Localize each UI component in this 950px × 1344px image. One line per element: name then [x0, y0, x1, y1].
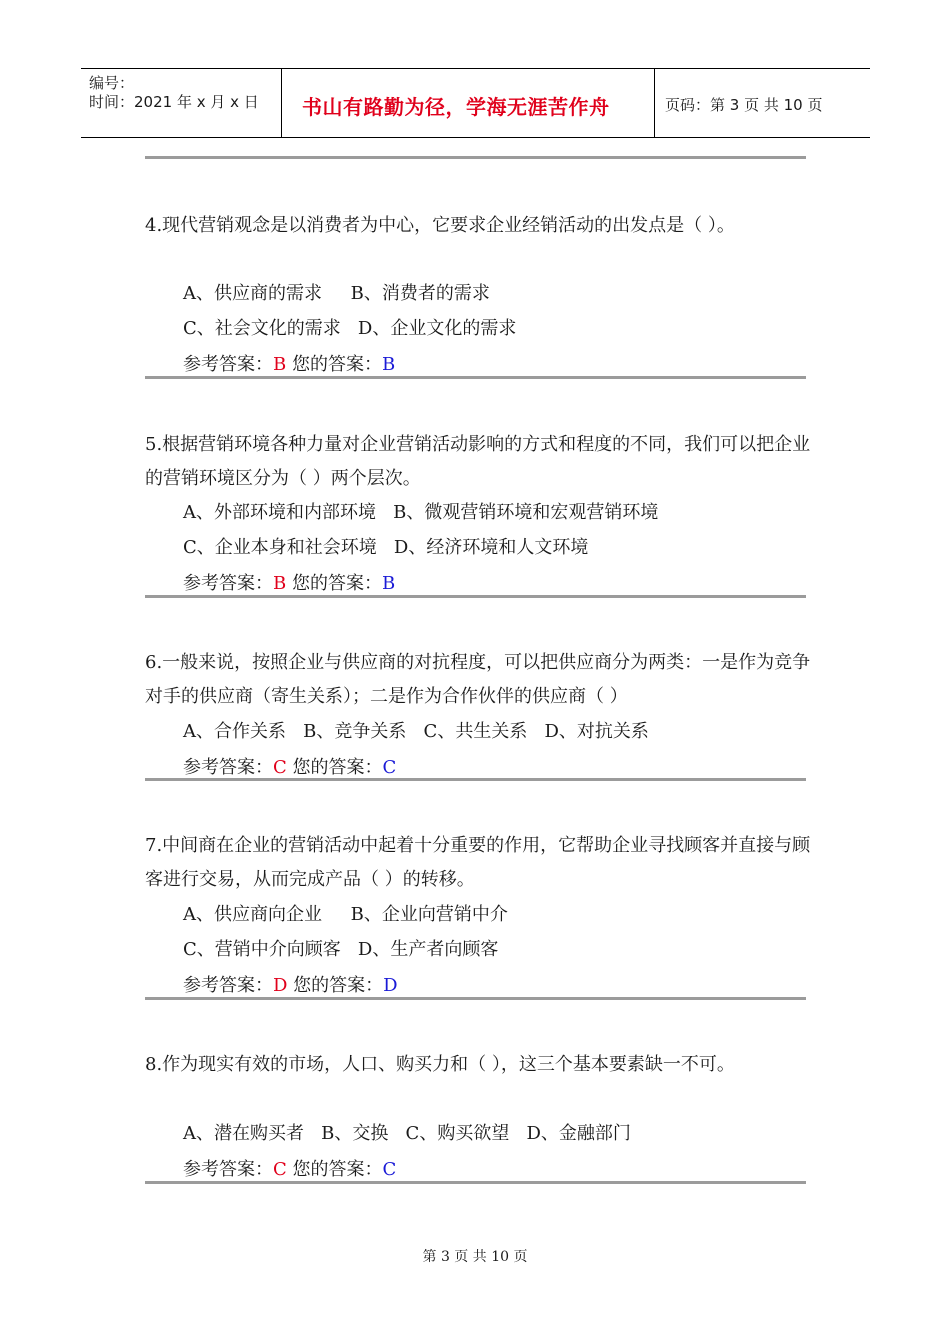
your-answer: D [383, 975, 398, 996]
page-footer: 第 3 页 共 10 页 [422, 1249, 528, 1265]
document-number-label: 编号： [89, 74, 135, 92]
options-line: A、外部环境和内部环境 B、微观营销环境和宏观营销环境 [183, 502, 659, 523]
your-answer-label: 您的答案： [286, 573, 382, 594]
question-text-4: 4.现代营销观念是以消费者为中心，它要求企业经销活动的出发点是（ ）。 [145, 215, 735, 236]
options-line: A、潜在购买者 B、交换 C、购买欲望 D、金融部门 [183, 1123, 631, 1144]
your-answer: B [381, 573, 396, 594]
options-line: A、供应商向企业 B、企业向营销中介 [183, 904, 508, 925]
options-line: A、合作关系 B、竞争关系 C、共生关系 D、对抗关系 [183, 721, 649, 742]
your-answer: B [381, 354, 396, 375]
reference-answer: D [273, 975, 288, 996]
section-divider [145, 595, 806, 598]
page-header [81, 68, 870, 138]
question-text-6: 6.一般来说，按照企业与供应商的对抗程度，可以把供应商分为两类：一是作为竞争对手的供应商（寄生关系）；二是作为合作伙伴的供应商（ ） [145, 652, 811, 707]
your-answer: C [382, 1159, 397, 1180]
header-motto-cell [282, 69, 655, 137]
your-answer-label: 您的答案： [286, 1159, 383, 1180]
section-divider [145, 1181, 806, 1184]
question-text-7: 7.中间商在企业的营销活动中起着十分重要的作用，它帮助企业寻找顾客并直接与顾客进行交易，从而完成产品（ ）的转移。 [145, 835, 811, 890]
header-meta-cell [81, 69, 282, 137]
reference-answer-label: 参考答案： [183, 573, 273, 594]
options-line: A、供应商的需求 B、消费者的需求 [183, 283, 490, 304]
header-page-info: 页码：第 3 页 共 10 页 [665, 96, 823, 114]
reference-answer: C [273, 757, 287, 778]
reference-answer-label: 参考答案： [183, 1159, 273, 1180]
question-text-5: 5.根据营销环境各种力量对企业营销活动影响的方式和程度的不同，我们可以把企业的营销环境区分为（ ）两个层次。 [145, 434, 811, 489]
reference-answer: B [273, 573, 287, 594]
section-divider [145, 778, 806, 781]
document-date-label: 时间：2021 年 x 月 x 日 [89, 93, 259, 111]
reference-answer-label: 参考答案： [183, 354, 273, 375]
your-answer-label: 您的答案： [287, 975, 384, 996]
section-divider [145, 997, 806, 1000]
options-line: C、社会文化的需求 D、企业文化的需求 [183, 318, 517, 339]
header-page-cell [655, 69, 870, 137]
section-divider [145, 156, 806, 159]
question-text-8: 8.作为现实有效的市场，人口、购买力和（ ），这三个基本要素缺一不可。 [145, 1054, 735, 1075]
reference-answer-label: 参考答案： [183, 975, 273, 996]
reference-answer-label: 参考答案： [183, 757, 273, 778]
options-line: C、营销中介向顾客 D、生产者向顾客 [183, 939, 499, 960]
options-line: C、企业本身和社会环境 D、经济环境和人文环境 [183, 537, 589, 558]
your-answer-label: 您的答案： [286, 757, 383, 778]
header-motto: 书山有路勤为径，学海无涯苦作舟 [302, 95, 610, 119]
your-answer-label: 您的答案： [286, 354, 382, 375]
reference-answer: C [273, 1159, 287, 1180]
reference-answer: B [273, 354, 287, 375]
section-divider [145, 376, 806, 379]
your-answer: C [382, 757, 397, 778]
